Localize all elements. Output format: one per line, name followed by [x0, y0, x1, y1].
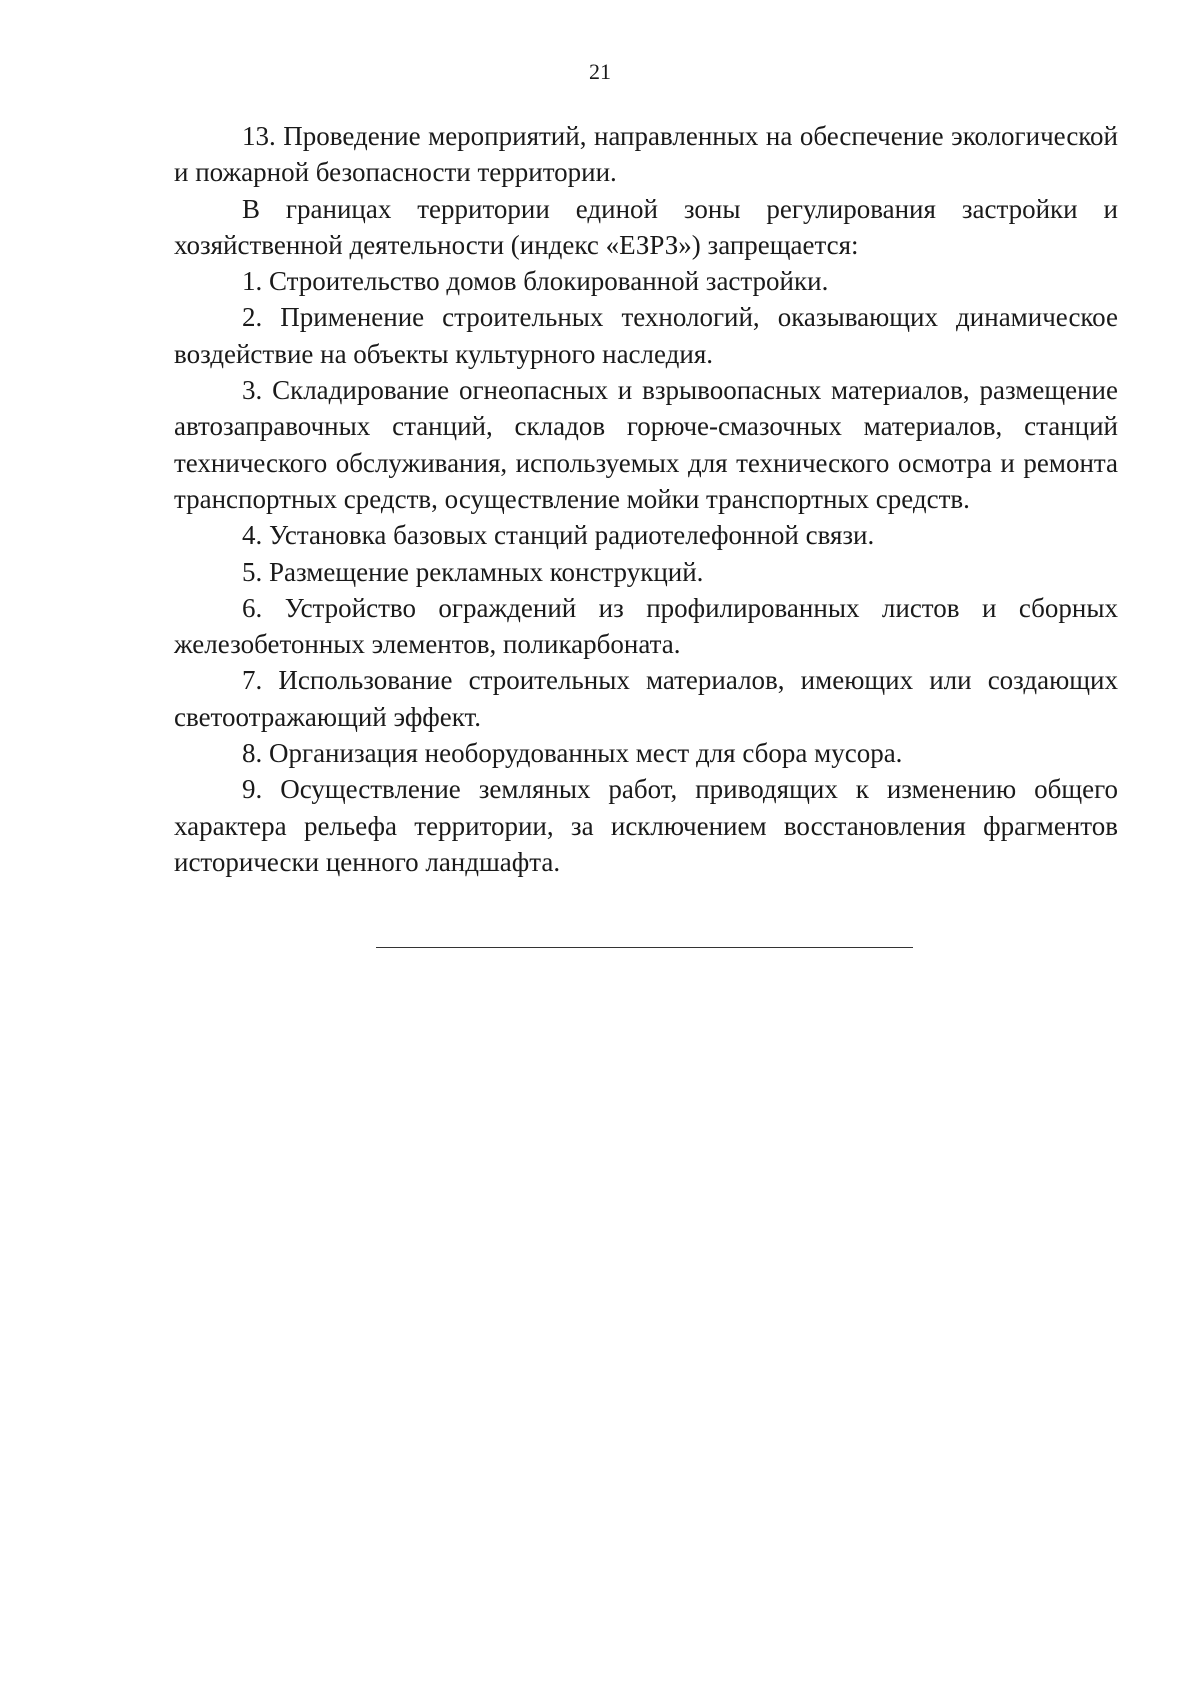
paragraph-item-2: 2. Применение строительных технологий, оказывающих динамическое воздействие на объекты культурного наследия. — [174, 302, 1118, 369]
page-number: 21 — [589, 59, 611, 84]
paragraph-item-9: 9. Осуществление земляных работ, приводящих к изменению общего характера рельефа территории, за исключением восстановления фрагментов исторически ценного ландшафта. — [174, 774, 1118, 877]
paragraph-ezrz-intro: В границах территории единой зоны регулирования застройки и хозяйственной деятельности (индекс «ЕЗРЗ») запрещается: — [174, 193, 1118, 260]
document-body — [174, 118, 1118, 880]
paragraph-item-13: 13. Проведение мероприятий, направленных на обеспечение экологической и пожарной безопасности территории. — [174, 121, 1118, 188]
paragraph-item-5: 5. Размещение рекламных конструкций. — [242, 556, 704, 587]
paragraph-item-4: 4. Установка базовых станций радиотелефонной связи. — [242, 520, 875, 551]
paragraph-item-3: 3. Складирование огнеопасных и взрывоопасных материалов, размещение автозаправочных станций, складов горюче-смазочных материалов, станций технического обслуживания, используемых для технического осмотра и ремонта транспортных средств, осуществление мойки транспортных средств. — [174, 375, 1118, 514]
closing-rule — [376, 947, 913, 948]
paragraph-item-8: 8. Организация необорудованных мест для сбора мусора. — [242, 738, 903, 769]
paragraph-item-7: 7. Использование строительных материалов, имеющих или создающих светоотражающий эффект. — [174, 665, 1118, 732]
paragraph-item-6: 6. Устройство ограждений из профилированных листов и сборных железобетонных элементов, поликарбоната. — [174, 592, 1118, 660]
paragraph-item-1: 1. Строительство домов блокированной застройки. — [242, 266, 829, 297]
